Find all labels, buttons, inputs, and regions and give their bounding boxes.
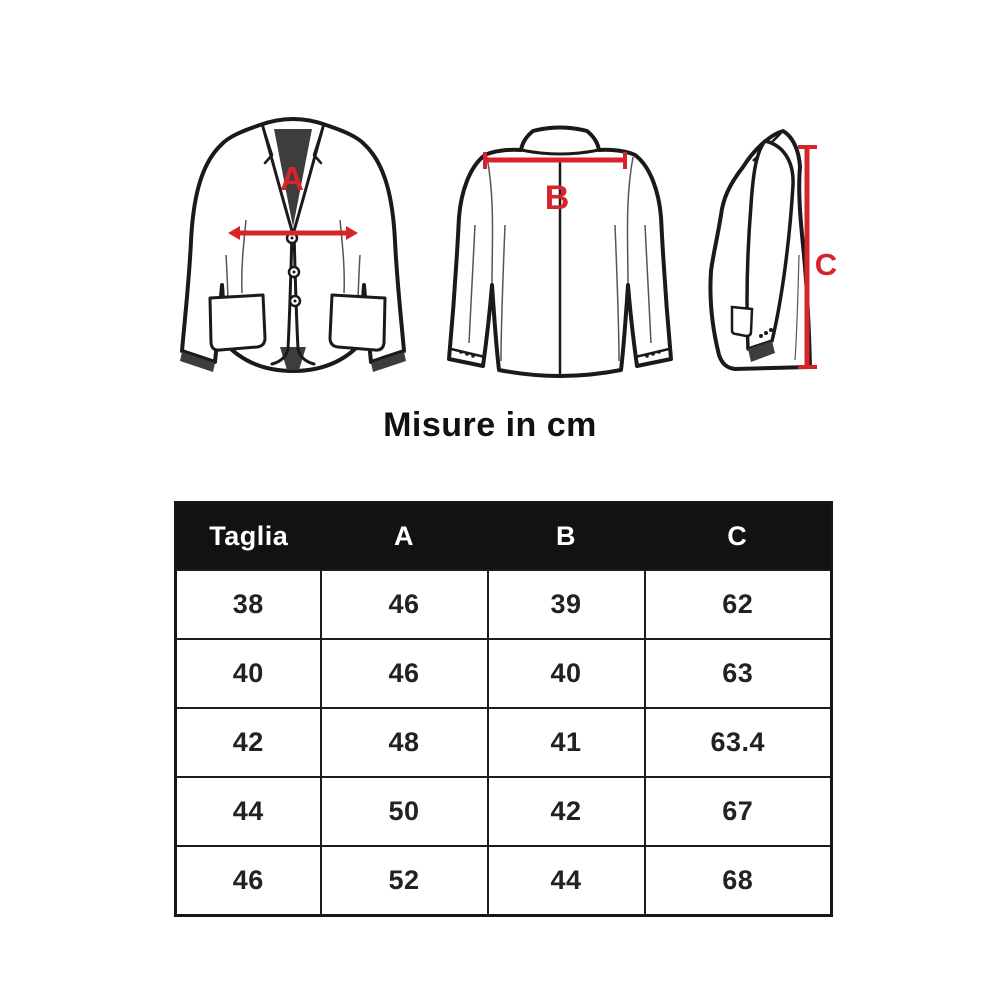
size-cell: 44 bbox=[488, 846, 645, 916]
size-cell: 40 bbox=[176, 639, 321, 708]
column-header-b: B bbox=[488, 503, 645, 571]
size-cell: 46 bbox=[321, 570, 488, 639]
size-cell: 40 bbox=[488, 639, 645, 708]
measurement-label-a: A bbox=[280, 160, 304, 197]
size-cell: 63 bbox=[645, 639, 832, 708]
column-header-a: A bbox=[321, 503, 488, 571]
size-cell: 46 bbox=[176, 846, 321, 916]
table-header-row bbox=[176, 503, 832, 571]
jacket-side-view bbox=[695, 105, 862, 390]
size-cell: 42 bbox=[488, 777, 645, 846]
size-cell: 63.4 bbox=[645, 708, 832, 777]
size-cell: 46 bbox=[321, 639, 488, 708]
size-cell: 62 bbox=[645, 570, 832, 639]
size-row bbox=[176, 777, 832, 846]
jacket-front-view bbox=[170, 105, 425, 390]
size-table bbox=[174, 501, 833, 917]
size-cell: 38 bbox=[176, 570, 321, 639]
size-cell: 48 bbox=[321, 708, 488, 777]
size-cell: 52 bbox=[321, 846, 488, 916]
size-row bbox=[176, 570, 832, 639]
size-cell: 44 bbox=[176, 777, 321, 846]
size-cell: 41 bbox=[488, 708, 645, 777]
page-title: Misure in cm bbox=[383, 406, 597, 444]
jacket-back-view bbox=[435, 105, 690, 385]
measurement-label-b: B bbox=[544, 179, 570, 217]
size-cell: 39 bbox=[488, 570, 645, 639]
measurement-label-c: C bbox=[814, 247, 838, 282]
column-header-taglia: Taglia bbox=[176, 503, 321, 571]
size-cell: 68 bbox=[645, 846, 832, 916]
size-cell: 50 bbox=[321, 777, 488, 846]
side-pocket bbox=[732, 307, 752, 336]
size-row bbox=[176, 639, 832, 708]
size-cell: 67 bbox=[645, 777, 832, 846]
size-row bbox=[176, 846, 832, 916]
size-row bbox=[176, 708, 832, 777]
size-cell: 42 bbox=[176, 708, 321, 777]
column-header-c: C bbox=[645, 503, 832, 571]
